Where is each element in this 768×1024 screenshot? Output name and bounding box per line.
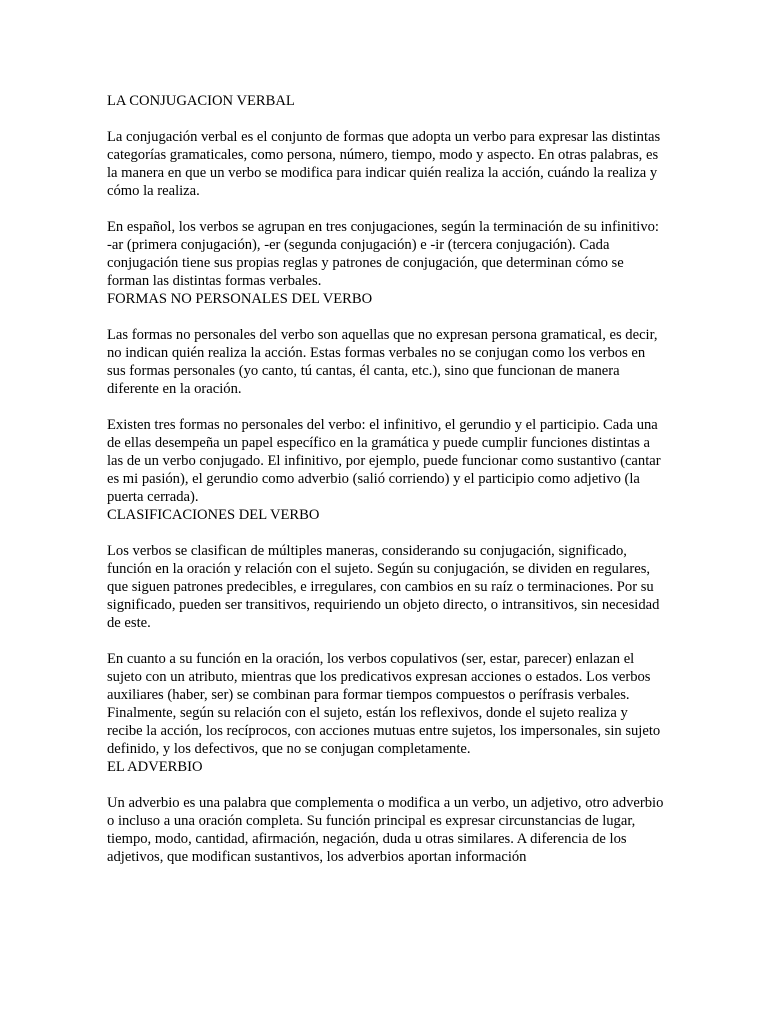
paragraph: En cuanto a su función en la oración, los verbos copulativos (ser, estar, parecer) enlazan el sujeto con un atributo, mientras que los predicativos expresan acciones o estados. Los verbos auxiliares (haber, ser) se combinan para formar tiempos compuestos o perífrasis verbales. Finalmente, según su relación con el sujeto, están los reflexivos, donde el sujeto realiza y recibe la acción, los recíprocos, con acciones mutuas entre sujetos, los impersonales, sin sujeto definido, y los defectivos, que no se conjugan completamente. <box>107 651 661 757</box>
section-heading: CLASIFICACIONES DEL VERBO <box>107 507 320 523</box>
paragraph: La conjugación verbal es el conjunto de formas que adopta un verbo para expresar las distintas categorías gramaticales, como persona, número, tiempo, modo y aspecto. En otras palabras, es la manera en que un verbo se modifica para indicar quién realiza la acción, cuándo la realiza y cómo la realiza. <box>107 129 661 199</box>
paragraph: Las formas no personales del verbo son aquellas que no expresan persona gramatical, es decir, no indican quién realiza la acción. Estas formas verbales no se conjugan como los verbos en sus formas personales (yo canto, tú cantas, él canta, etc.), sino que funcionan de manera diferente en la oración. <box>107 327 658 397</box>
paragraph: Un adverbio es una palabra que complementa o modifica a un verbo, un adjetivo, otro adverbio o incluso a una oración completa. Su función principal es expresar circunstancias de lugar, tiempo, modo, cantidad, afirmación, negación, duda u otras similares. A diferencia de los adjetivos, que modifican sustantivos, los adverbios aportan información <box>107 795 664 865</box>
section-clasificaciones-del-verbo <box>107 506 667 758</box>
section-heading: FORMAS NO PERSONALES DEL VERBO <box>107 291 373 307</box>
section-el-adverbio <box>107 758 667 866</box>
paragraph: En español, los verbos se agrupan en tres conjugaciones, según la terminación de su infinitivo: -ar (primera conjugación), -er (segunda conjugación) e -ir (tercera conjugación). Cada conjugación tiene sus propias reglas y patrones de conjugación, que determinan cómo se forman las distintas formas verbales. <box>107 219 659 289</box>
section-conjugacion-verbal <box>107 92 667 290</box>
paragraph: Los verbos se clasifican de múltiples maneras, considerando su conjugación, significado, función en la oración y relación con el sujeto. Según su conjugación, se dividen en regulares, que siguen patrones predecibles, e irregulares, con cambios en su raíz o terminaciones. Por su significado, pueden ser transitivos, requiriendo un objeto directo, o intransitivos, sin necesidad de este. <box>107 543 660 631</box>
document-page <box>107 92 667 866</box>
section-heading: LA CONJUGACION VERBAL <box>107 93 295 109</box>
section-heading: EL ADVERBIO <box>107 759 203 775</box>
paragraph: Existen tres formas no personales del verbo: el infinitivo, el gerundio y el participio. Cada una de ellas desempeña un papel específico en la gramática y puede cumplir funciones distintas a las de un verbo conjugado. El infinitivo, por ejemplo, puede funcionar como sustantivo (cantar es mi pasión), el gerundio como adverbio (salió corriendo) y el participio como adjetivo (la puerta cerrada). <box>107 417 661 505</box>
section-formas-no-personales <box>107 290 667 506</box>
